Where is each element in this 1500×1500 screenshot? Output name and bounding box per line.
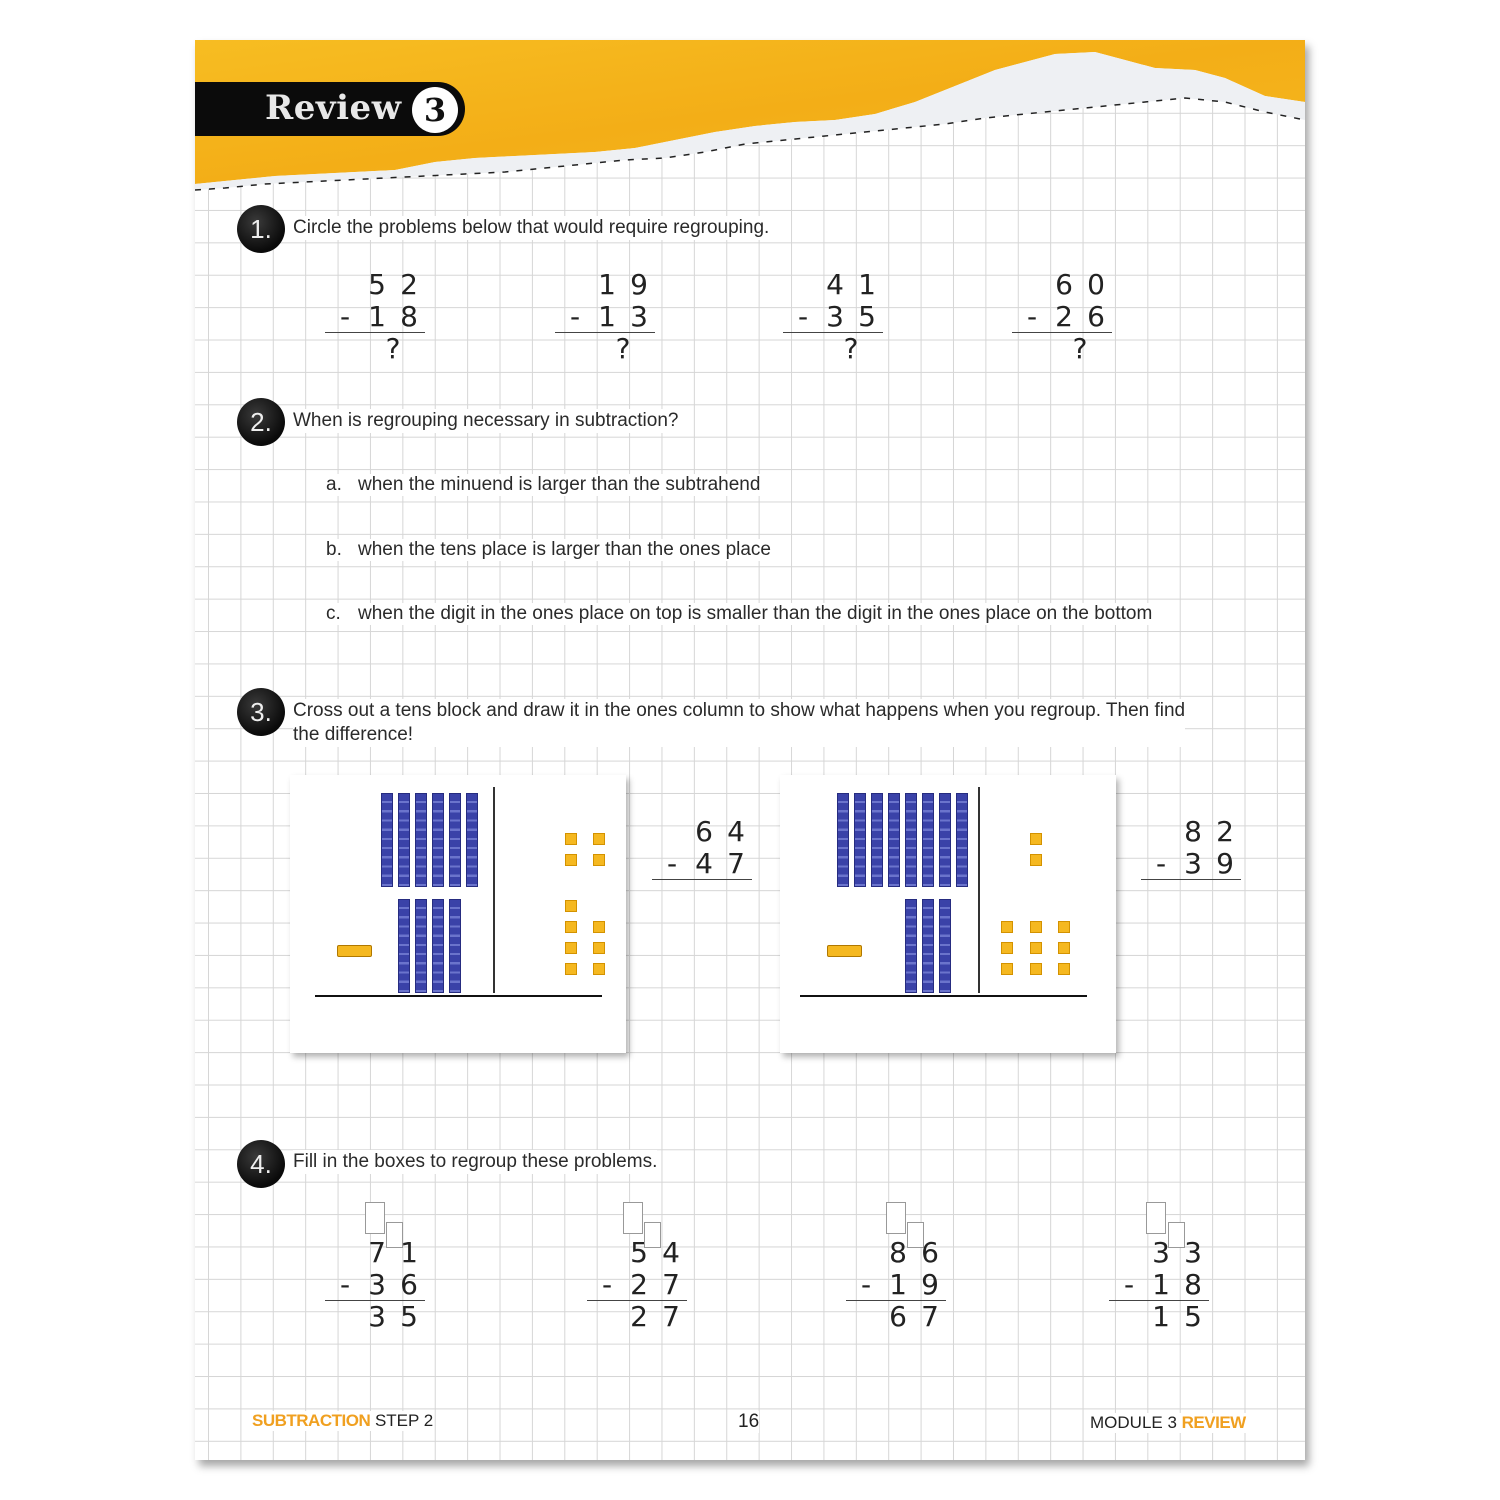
digit: 6 [1055, 267, 1073, 301]
digit: 1 [1152, 1267, 1170, 1301]
ones-unit [1058, 963, 1070, 975]
worksheet-page [195, 40, 1305, 1460]
digit: 1 [368, 299, 386, 333]
q3-problem-1[interactable] [652, 815, 752, 880]
digit: 2 [630, 1300, 648, 1333]
tens-rod[interactable] [837, 793, 849, 887]
digit: 4 [727, 814, 745, 848]
tens-rod[interactable] [449, 793, 461, 887]
digit: 7 [727, 846, 745, 880]
regroup-tens-box[interactable] [1146, 1202, 1166, 1234]
ones-unit [565, 921, 577, 933]
digit: 4 [826, 267, 844, 301]
footer-left [252, 1411, 433, 1431]
digit: 3 [368, 1300, 386, 1333]
digit: 7 [368, 1235, 386, 1269]
option-c[interactable] [326, 603, 1152, 625]
footer-course: SUBTRACTION [252, 1411, 371, 1430]
page-number: 16 [738, 1411, 760, 1432]
digit: 1 [858, 267, 876, 301]
ones-unit [565, 833, 577, 845]
digit: 9 [1216, 846, 1234, 880]
regroup-tens-box[interactable] [886, 1202, 906, 1234]
header-banner [195, 40, 1305, 200]
ones-unit [1030, 854, 1042, 866]
digit: 1 [598, 267, 616, 301]
ones-unit [1001, 942, 1013, 954]
answer-placeholder: ? [385, 332, 401, 365]
option-letter: c. [326, 603, 341, 624]
question-1-badge: 1. [237, 205, 285, 253]
digit: 8 [889, 1235, 907, 1269]
ones-unit [593, 963, 605, 975]
digit: 0 [1087, 267, 1105, 301]
tens-rod[interactable] [381, 793, 393, 887]
ones-unit [1058, 921, 1070, 933]
digit: 7 [921, 1300, 939, 1333]
tens-rod [398, 899, 410, 993]
digit: 3 [1184, 846, 1202, 880]
q1-problem-4[interactable] [1012, 268, 1112, 365]
digit: 2 [1216, 814, 1234, 848]
base-ten-card-1[interactable] [290, 775, 626, 1053]
digit: 3 [630, 299, 648, 333]
digit: 6 [889, 1300, 907, 1333]
digit: 5 [1184, 1300, 1202, 1333]
place-value-divider [493, 787, 495, 993]
question-3-badge: 3. [237, 688, 285, 736]
q3-problem-2[interactable] [1141, 815, 1241, 880]
digit: 3 [368, 1267, 386, 1301]
digit: 8 [1184, 814, 1202, 848]
minus-bar-icon [337, 945, 372, 957]
minus-sign: - [797, 299, 809, 333]
digit: 1 [400, 1235, 418, 1269]
q4-problem-1 [325, 1236, 425, 1333]
digit: 1 [598, 299, 616, 333]
tens-rod [415, 899, 427, 993]
digit: 1 [1152, 1300, 1170, 1333]
question-3-prompt [293, 699, 1185, 747]
option-text: when the minuend is larger than the subtrahend [358, 474, 761, 495]
ones-unit [565, 963, 577, 975]
digit: 6 [921, 1235, 939, 1269]
tens-rod[interactable] [888, 793, 900, 887]
minus-sign: - [339, 299, 351, 333]
digit: 4 [695, 846, 713, 880]
q1-problem-2[interactable] [555, 268, 655, 365]
q4-problem-2 [587, 1236, 687, 1333]
answer-placeholder: ? [843, 332, 859, 365]
subtraction-line [800, 995, 1087, 997]
minus-sign: - [1123, 1267, 1135, 1301]
ones-unit [1001, 963, 1013, 975]
digit: 8 [400, 299, 418, 333]
tens-rod[interactable] [466, 793, 478, 887]
tens-rod [939, 899, 951, 993]
question-2-prompt: When is regrouping necessary in subtraction? [293, 410, 679, 431]
minus-sign: - [339, 1267, 351, 1301]
footer-step: STEP 2 [374, 1411, 434, 1430]
base-ten-card-2[interactable] [780, 775, 1116, 1053]
tens-rod[interactable] [939, 793, 951, 887]
minus-sign: - [1026, 299, 1038, 333]
footer-module: MODULE 3 [1090, 1413, 1177, 1432]
option-letter: a. [326, 474, 342, 495]
ones-unit [593, 921, 605, 933]
digit: 5 [368, 267, 386, 301]
digit: 3 [826, 299, 844, 333]
digit: 5 [858, 299, 876, 333]
review-number-badge: 3 [412, 87, 458, 133]
tens-rod[interactable] [956, 793, 968, 887]
q1-problem-1[interactable] [325, 268, 425, 365]
digit: 5 [400, 1300, 418, 1333]
minus-sign: - [569, 299, 581, 333]
tens-rod [905, 899, 917, 993]
footer-right [1090, 1413, 1246, 1433]
prompt-line-1: Cross out a tens block and draw it in the ones column to show what happens when you regroup. Then find [293, 700, 1186, 721]
tens-rod [449, 899, 461, 993]
ones-unit [565, 942, 577, 954]
ones-unit [1001, 921, 1013, 933]
ones-unit [1030, 942, 1042, 954]
option-a[interactable] [326, 474, 760, 496]
tens-rod[interactable] [854, 793, 866, 887]
tens-rod [922, 899, 934, 993]
digit: 9 [921, 1267, 939, 1301]
option-b[interactable] [326, 539, 771, 561]
digit: 6 [400, 1267, 418, 1301]
minus-sign: - [666, 846, 678, 880]
question-2-badge: 2. [237, 398, 285, 446]
ones-unit [593, 833, 605, 845]
tens-rod[interactable] [871, 793, 883, 887]
ones-unit [1030, 963, 1042, 975]
tens-rod[interactable] [922, 793, 934, 887]
digit: 2 [630, 1267, 648, 1301]
regroup-tens-box[interactable] [623, 1202, 643, 1234]
digit: 2 [1055, 299, 1073, 333]
tens-rod [432, 899, 444, 993]
tens-rod[interactable] [398, 793, 410, 887]
digit: 3 [1184, 1235, 1202, 1269]
digit: 2 [400, 267, 418, 301]
footer-section: REVIEW [1181, 1413, 1246, 1432]
regroup-tens-box[interactable] [365, 1202, 385, 1234]
ones-unit [593, 854, 605, 866]
option-text: when the digit in the ones place on top is smaller than the digit in the ones place on the bottom [358, 603, 1153, 624]
ones-unit [593, 942, 605, 954]
q1-problem-3[interactable] [783, 268, 883, 365]
minus-sign: - [860, 1267, 872, 1301]
digit: 5 [630, 1235, 648, 1269]
digit: 7 [662, 1300, 680, 1333]
answer-placeholder: ? [615, 332, 631, 365]
tens-rod[interactable] [905, 793, 917, 887]
ones-unit [1058, 942, 1070, 954]
digit: 7 [662, 1267, 680, 1301]
digit: 4 [662, 1235, 680, 1269]
question-4-prompt: Fill in the boxes to regroup these problems. [293, 1151, 658, 1172]
digit: 1 [889, 1267, 907, 1301]
minus-bar-icon [827, 945, 862, 957]
tens-rod[interactable] [432, 793, 444, 887]
ones-unit [1030, 921, 1042, 933]
ones-unit [565, 900, 577, 912]
question-1-prompt: Circle the problems below that would require regrouping. [293, 217, 770, 238]
question-4-badge: 4. [237, 1140, 285, 1188]
answer-placeholder: ? [1072, 332, 1088, 365]
digit: 9 [630, 267, 648, 301]
q4-problem-4 [1109, 1236, 1209, 1333]
digit: 8 [1184, 1267, 1202, 1301]
review-title: Review [265, 88, 402, 128]
option-text: when the tens place is larger than the ones place [358, 539, 771, 560]
minus-sign: - [1155, 846, 1167, 880]
prompt-line-2: the difference! [293, 724, 414, 745]
digit: 6 [695, 814, 713, 848]
tens-rod[interactable] [415, 793, 427, 887]
digit: 6 [1087, 299, 1105, 333]
minus-sign: - [601, 1267, 613, 1301]
ones-unit [1030, 833, 1042, 845]
place-value-divider [978, 787, 980, 993]
ones-unit [565, 854, 577, 866]
digit: 3 [1152, 1235, 1170, 1269]
subtraction-line [315, 995, 602, 997]
option-letter: b. [326, 539, 342, 560]
q4-problem-3 [846, 1236, 946, 1333]
